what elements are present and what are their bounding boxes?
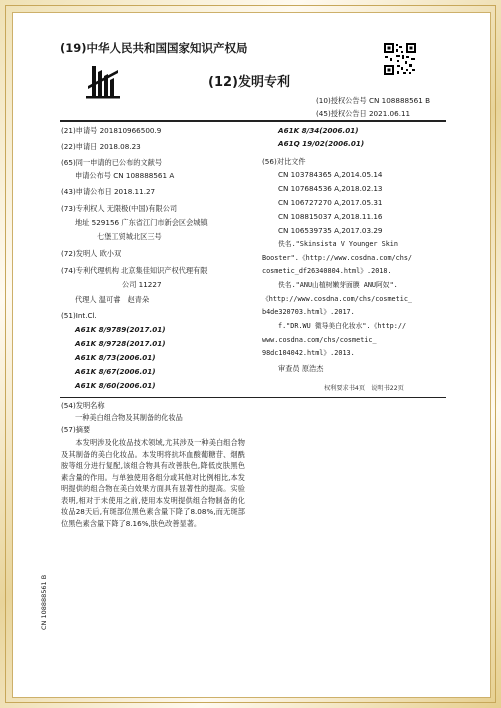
ipc-label: (51)Int.Cl. bbox=[61, 311, 97, 320]
reference-item: CN 106539735 A,2017.03.29 bbox=[278, 226, 383, 235]
application-publication-date: (43)申请公布日 2018.11.27 bbox=[61, 187, 156, 196]
application-number: (21)申请号 201810966500.9 bbox=[61, 126, 162, 135]
nonpatent-reference: f."DR.WU 微导美白化妆水".《http:// bbox=[278, 322, 407, 330]
page-count: 权利要求书4页 说明书22页 bbox=[324, 385, 404, 392]
ipc-code: A61K 8/67(2006.01) bbox=[75, 367, 156, 376]
application-publication-number: 申请公布号 CN 108888561 A bbox=[75, 171, 175, 180]
ipc-code: A61K 8/73(2006.01) bbox=[75, 353, 156, 362]
nonpatent-reference: Booster".《http://www.cosdna.com/chs/ bbox=[262, 254, 413, 262]
abstract-text: 本发明涉及化妆品技术领域,尤其涉及一种美白组合物及其制备的美白化妆品。本发明将抗坏血酸葡糖苷、烟酰胺等组分进行复配,该组合物具有改善肤色,降低皮肤黑色素含量的作用。与单独使用各组分或其他对比例相比,本发明提供的组合物在美白效果方面具有显著性的提高。实验表明,相对于未使用之前,使用本发明提供组合物制备的化妆品28天后,有斑部位黑色素含量下降了8.08%,而无斑部位黑色素含量下降了8.16%,肤色改善显著。 bbox=[61, 438, 245, 528]
abstract-label: (57)摘要 bbox=[61, 425, 91, 434]
nonpatent-reference: 佚名."Skinsista V Younger Skin bbox=[278, 240, 398, 248]
header-rule bbox=[60, 120, 446, 122]
nonpatent-reference: cosmetic_df26340804.html》.2018. bbox=[262, 267, 392, 275]
nonpatent-reference: 98dc104042.html》.2013. bbox=[262, 349, 355, 357]
patent-agency: (74)专利代理机构 北京集佳知识产权代理有限 bbox=[61, 266, 208, 275]
reference-item: CN 108815037 A,2018.11.16 bbox=[278, 212, 383, 221]
patent-office: (19)中华人民共和国国家知识产权局 bbox=[60, 41, 248, 55]
ipc-code: A61Q 19/02(2006.01) bbox=[278, 139, 365, 148]
address-line-1: 地址 529156 广东省江门市新会区会城镇 bbox=[75, 218, 208, 227]
address-line-2: 七堡工贸城北区三号 bbox=[97, 232, 162, 241]
nonpatent-reference: b4de320703.html》.2017. bbox=[262, 308, 355, 316]
ipc-code: A61K 8/60(2006.01) bbox=[75, 381, 156, 390]
nonpatent-reference: 佚名."ANU山植树嫩芽面膜 ANU阿奴". bbox=[278, 281, 398, 289]
examiner: 审查员 原浩杰 bbox=[278, 364, 324, 373]
side-document-code: CN 108888561 B bbox=[40, 574, 48, 630]
prior-publication-label: (65)同一申请的已公布的文献号 bbox=[61, 158, 163, 167]
grant-publication-number: (10)授权公告号 CN 108888561 B bbox=[316, 96, 431, 105]
section-rule bbox=[60, 397, 446, 398]
agency-code: 公司 11227 bbox=[122, 280, 162, 289]
invention-title: 一种美白组合物及其制备的化妆品 bbox=[75, 413, 183, 422]
reference-item: CN 107684536 A,2018.02.13 bbox=[278, 184, 383, 193]
reference-item: CN 103784365 A,2014.05.14 bbox=[278, 170, 383, 179]
nonpatent-reference: 《http://www.cosdna.com/chs/cosmetic_ bbox=[262, 295, 413, 303]
ipc-code: A61K 8/34(2006.01) bbox=[278, 126, 359, 135]
application-date: (22)申请日 2018.08.23 bbox=[61, 142, 141, 151]
document-type: (12)发明专利 bbox=[208, 75, 290, 90]
reference-item: CN 106727270 A,2017.05.31 bbox=[278, 198, 383, 207]
qr-code-icon bbox=[383, 42, 417, 76]
agents: 代理人 温可睿 赵青朵 bbox=[75, 295, 150, 304]
grant-publication-date: (45)授权公告日 2021.06.11 bbox=[316, 109, 411, 118]
ipc-code: A61K 8/9789(2017.01) bbox=[75, 325, 166, 334]
title-label: (54)发明名称 bbox=[61, 401, 105, 410]
inventor: (72)发明人 欧小双 bbox=[61, 249, 122, 258]
nonpatent-reference: www.cosdna.com/chs/cosmetic_ bbox=[262, 336, 377, 344]
patentee: (73)专利权人 无限极(中国)有限公司 bbox=[61, 204, 178, 213]
ipc-code: A61K 8/9728(2017.01) bbox=[75, 339, 166, 348]
cnipa-logo-icon bbox=[84, 62, 124, 100]
references-label: (56)对比文件 bbox=[262, 157, 306, 166]
